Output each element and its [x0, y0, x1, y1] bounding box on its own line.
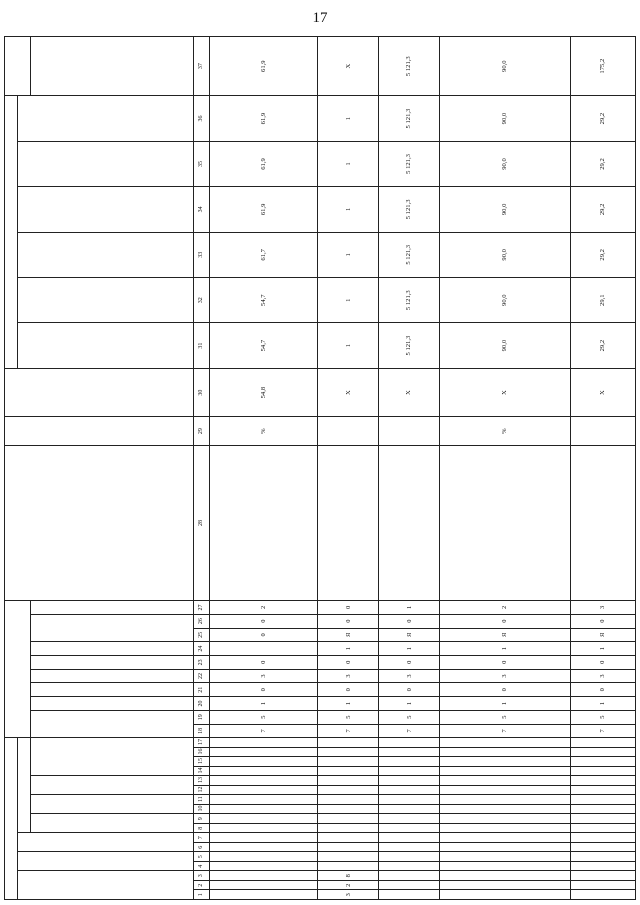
code-cell	[318, 852, 379, 862]
year-2021-header	[18, 323, 194, 368]
task-subprogram-header	[31, 776, 194, 795]
activity-sub-header	[31, 642, 194, 656]
year-2024-cell: 1	[318, 187, 379, 232]
year-2021-cell: 29,2	[570, 323, 635, 368]
code-cell: Я	[379, 628, 440, 642]
code-cell: 7	[570, 724, 635, 738]
column-number: 6	[194, 843, 209, 853]
code-cell: 0	[379, 614, 440, 628]
indicator-description	[440, 445, 571, 600]
code-cell	[440, 767, 571, 777]
year-2024-cell: 90,0	[440, 187, 571, 232]
code-cell	[570, 767, 635, 777]
code-cell: 7	[209, 724, 318, 738]
code-cell	[209, 890, 318, 900]
indicator-description	[209, 445, 318, 600]
code-cell	[318, 748, 379, 758]
year-2023-cell: 5 121,3	[379, 232, 440, 277]
code-cell	[318, 833, 379, 843]
year-2021-cell: 54,7	[209, 323, 318, 368]
column-number: 28	[194, 445, 209, 600]
code-cell: 0	[318, 683, 379, 697]
year-2026-cell: 90,0	[440, 96, 571, 141]
admin-code-header	[18, 871, 194, 900]
code-cell: 0	[570, 683, 635, 697]
code-cell	[440, 786, 571, 796]
code-cell	[318, 824, 379, 834]
code-cell	[209, 738, 318, 748]
final-value-cell: 61,9	[209, 37, 318, 96]
column-number: 20	[194, 697, 209, 711]
final-value-cell: 175,2	[570, 37, 635, 96]
code-cell	[318, 862, 379, 872]
code-cell: 7	[440, 724, 571, 738]
year-2021-cell: 5 121,3	[379, 323, 440, 368]
code-cell: 5	[209, 710, 318, 724]
code-cell	[379, 862, 440, 872]
column-number: 19	[194, 710, 209, 724]
code-cell	[570, 871, 635, 881]
baseline-cell: Х	[440, 368, 571, 417]
code-cell	[379, 852, 440, 862]
code-cell	[440, 852, 571, 862]
code-cell	[318, 776, 379, 786]
code-cell: 0	[570, 614, 635, 628]
code-cell: 0	[570, 655, 635, 669]
year-2026-cell: 5 121,3	[379, 96, 440, 141]
years-header	[5, 96, 18, 368]
column-number: 7	[194, 833, 209, 843]
final-value-cell: 5 121,3	[379, 37, 440, 96]
code-cell	[379, 738, 440, 748]
code-cell	[318, 757, 379, 767]
year-2023-header	[18, 232, 194, 277]
code-cell	[209, 776, 318, 786]
code-cell	[318, 795, 379, 805]
code-cell: 0	[440, 683, 571, 697]
column-number: 4	[194, 862, 209, 872]
year-2025-cell: 29,2	[570, 141, 635, 186]
code-cell	[209, 852, 318, 862]
column-number: 37	[194, 37, 209, 96]
code-cell: 3	[318, 669, 379, 683]
code-cell: 5	[570, 710, 635, 724]
column-number: 22	[194, 669, 209, 683]
year-2021-cell: 90,0	[440, 323, 571, 368]
code-cell	[209, 824, 318, 834]
code-cell: 7	[379, 724, 440, 738]
section-header	[18, 852, 194, 871]
code-cell	[440, 862, 571, 872]
task-program-header	[31, 683, 194, 697]
code-cell: 0	[318, 655, 379, 669]
code-cell	[440, 776, 571, 786]
code-cell: 5	[440, 710, 571, 724]
code-cell: Я	[440, 628, 571, 642]
code-cell	[440, 738, 571, 748]
year-2025-cell: 61,9	[209, 141, 318, 186]
year-2023-cell: 61,7	[209, 232, 318, 277]
final-value-cell: Х	[318, 37, 379, 96]
code-cell	[379, 786, 440, 796]
baseline-cell: Х	[379, 368, 440, 417]
code-cell	[209, 642, 318, 656]
code-cell: 1	[379, 697, 440, 711]
column-number: 23	[194, 655, 209, 669]
code-cell	[570, 776, 635, 786]
code-cell: 0	[379, 655, 440, 669]
unit-cell: %	[209, 417, 318, 446]
code-cell	[379, 748, 440, 758]
code-cell	[209, 814, 318, 824]
year-2022-cell: 5 121,3	[379, 277, 440, 322]
code-cell	[318, 805, 379, 815]
column-number: 34	[194, 187, 209, 232]
code-cell: 1	[209, 697, 318, 711]
column-number: 9	[194, 814, 209, 824]
unit-cell	[379, 417, 440, 446]
code-cell	[379, 881, 440, 891]
table-row	[440, 37, 571, 900]
code-cell	[318, 767, 379, 777]
code-cell	[570, 757, 635, 767]
code-cell: 8	[318, 871, 379, 881]
code-cell	[379, 833, 440, 843]
subsection-header	[18, 833, 194, 852]
code-cell: Я	[318, 628, 379, 642]
code-cell	[440, 748, 571, 758]
table-row	[318, 37, 379, 900]
column-number: 13	[194, 776, 209, 786]
column-number: 25	[194, 628, 209, 642]
year-2024-cell: 5 121,3	[379, 187, 440, 232]
year-2026-cell: 61,9	[209, 96, 318, 141]
code-cell	[570, 738, 635, 748]
task-subprogram-short-header	[31, 669, 194, 683]
column-number: 24	[194, 642, 209, 656]
target-item-header	[18, 738, 31, 833]
column-number: 1	[194, 890, 209, 900]
code-cell	[379, 795, 440, 805]
column-number: 21	[194, 683, 209, 697]
activity-header	[31, 655, 194, 669]
code-cell: 0	[318, 601, 379, 615]
subprogram-short-header	[31, 697, 194, 711]
code-cell	[570, 786, 635, 796]
code-cell	[209, 748, 318, 758]
baseline-header	[5, 368, 194, 417]
code-cell	[209, 881, 318, 891]
column-number: 18	[194, 724, 209, 738]
event-number-header	[31, 601, 194, 615]
spending-direction-header	[31, 738, 194, 776]
code-cell: 0	[379, 683, 440, 697]
unit-cell	[570, 417, 635, 446]
code-cell	[209, 757, 318, 767]
year-2023-cell: 29,2	[570, 232, 635, 277]
subprogram-header	[31, 795, 194, 814]
code-cell	[379, 871, 440, 881]
code-cell	[379, 824, 440, 834]
code-cell: 1	[379, 642, 440, 656]
code-cell	[379, 767, 440, 777]
program-header	[31, 814, 194, 833]
unit-cell: %	[440, 417, 571, 446]
code-cell: 3	[570, 601, 635, 615]
column-number: 10	[194, 805, 209, 815]
code-cell: 2	[209, 601, 318, 615]
code-cell	[318, 738, 379, 748]
code-cell	[379, 805, 440, 815]
code-cell	[379, 843, 440, 853]
code-cell	[379, 814, 440, 824]
code-cell	[570, 843, 635, 853]
code-cell	[440, 805, 571, 815]
code-cell	[440, 814, 571, 824]
code-cell: 0	[318, 614, 379, 628]
column-number: 31	[194, 323, 209, 368]
column-number: 29	[194, 417, 209, 446]
code-cell	[209, 871, 318, 881]
code-cell: 3	[440, 669, 571, 683]
column-number: 14	[194, 767, 209, 777]
indicator-description	[379, 445, 440, 600]
budget-classification-header	[5, 738, 18, 900]
year-2025-cell: 90,0	[440, 141, 571, 186]
column-number: 33	[194, 232, 209, 277]
code-cell: 2	[318, 881, 379, 891]
code-cell: 0	[209, 655, 318, 669]
year-2022-cell: 54,7	[209, 277, 318, 322]
code-cell	[570, 748, 635, 758]
code-cell: 1	[440, 642, 571, 656]
code-cell	[570, 852, 635, 862]
unit-cell	[318, 417, 379, 446]
code-cell	[570, 814, 635, 824]
year-2022-header	[18, 277, 194, 322]
column-number: 11	[194, 795, 209, 805]
code-cell	[440, 890, 571, 900]
additional-code-header	[5, 601, 31, 738]
baseline-cell: 54,8	[209, 368, 318, 417]
code-cell: 3	[379, 669, 440, 683]
code-cell: 3	[570, 669, 635, 683]
code-cell: 0	[209, 614, 318, 628]
year-2025-header	[18, 141, 194, 186]
code-cell	[318, 814, 379, 824]
code-cell	[570, 890, 635, 900]
column-number: 26	[194, 614, 209, 628]
column-number: 15	[194, 757, 209, 767]
code-cell	[379, 776, 440, 786]
column-number: 30	[194, 368, 209, 417]
table-row	[209, 37, 318, 900]
code-cell: 3	[209, 669, 318, 683]
year-2023-cell: 90,0	[440, 232, 571, 277]
column-number: 12	[194, 786, 209, 796]
year-2024-header	[18, 187, 194, 232]
code-cell	[209, 786, 318, 796]
column-number: 2	[194, 881, 209, 891]
code-cell: 0	[209, 683, 318, 697]
code-cell	[570, 805, 635, 815]
code-cell: 1	[318, 697, 379, 711]
baseline-cell: Х	[570, 368, 635, 417]
code-cell	[440, 871, 571, 881]
baseline-cell: Х	[318, 368, 379, 417]
code-cell	[209, 795, 318, 805]
year-2026-header	[18, 96, 194, 141]
code-cell	[570, 862, 635, 872]
year-2024-cell: 29,2	[570, 187, 635, 232]
indicator-description	[318, 445, 379, 600]
year-2021-cell: 1	[318, 323, 379, 368]
year-2024-cell: 61,9	[209, 187, 318, 232]
final-header	[5, 37, 31, 96]
code-cell: 1	[570, 697, 635, 711]
page-number: 17	[312, 10, 328, 26]
code-cell	[209, 862, 318, 872]
column-number: 5	[194, 852, 209, 862]
column-number: 16	[194, 748, 209, 758]
code-cell	[209, 767, 318, 777]
column-number: 17	[194, 738, 209, 748]
year-2026-cell: 1	[318, 96, 379, 141]
code-cell	[440, 843, 571, 853]
year-2023-cell: 1	[318, 232, 379, 277]
column-number: 35	[194, 141, 209, 186]
code-cell: 7	[318, 724, 379, 738]
code-cell	[570, 824, 635, 834]
code-cell: 3	[318, 890, 379, 900]
column-numbers-row	[194, 37, 209, 900]
code-cell	[209, 843, 318, 853]
code-cell	[379, 757, 440, 767]
code-cell	[440, 881, 571, 891]
code-cell: Я	[570, 628, 635, 642]
code-cell: 5	[379, 710, 440, 724]
code-cell	[440, 757, 571, 767]
column-number: 27	[194, 601, 209, 615]
final-value-header	[31, 37, 194, 96]
code-cell: 2	[440, 601, 571, 615]
code-cell	[318, 843, 379, 853]
code-cell	[209, 805, 318, 815]
code-cell	[440, 795, 571, 805]
code-cell	[209, 833, 318, 843]
code-cell: 0	[440, 614, 571, 628]
code-cell	[440, 824, 571, 834]
code-cell	[570, 833, 635, 843]
column-number: 3	[194, 871, 209, 881]
code-cell	[570, 795, 635, 805]
code-cell	[379, 890, 440, 900]
code-cell	[318, 786, 379, 796]
year-2022-cell: 29,1	[570, 277, 635, 322]
code-cell: 5	[318, 710, 379, 724]
year-2025-cell: 1	[318, 141, 379, 186]
column-number: 32	[194, 277, 209, 322]
column-number: 36	[194, 96, 209, 141]
code-cell: 0	[440, 655, 571, 669]
rotated-table-container	[4, 36, 636, 900]
year-2022-cell: 1	[318, 277, 379, 322]
code-cell: 1	[570, 642, 635, 656]
code-cell: 0	[209, 628, 318, 642]
code-cell	[440, 833, 571, 843]
final-value-cell: 90,0	[440, 37, 571, 96]
code-cell: 1	[379, 601, 440, 615]
code-cell	[570, 881, 635, 891]
naming-header	[5, 445, 194, 600]
program-short-header	[31, 710, 194, 737]
table-row	[570, 37, 635, 900]
unit-header	[5, 417, 194, 446]
year-2026-cell: 29,2	[570, 96, 635, 141]
rotated-sheet	[4, 36, 636, 900]
table-row	[379, 37, 440, 900]
indicator-description	[570, 445, 635, 600]
code-cell: 1	[440, 697, 571, 711]
code-cell: 1	[318, 642, 379, 656]
column-number: 8	[194, 824, 209, 834]
year-2022-cell: 90,0	[440, 277, 571, 322]
task-event-header	[31, 614, 194, 641]
program-indicators-table	[4, 36, 636, 900]
year-2025-cell: 5 121,3	[379, 141, 440, 186]
